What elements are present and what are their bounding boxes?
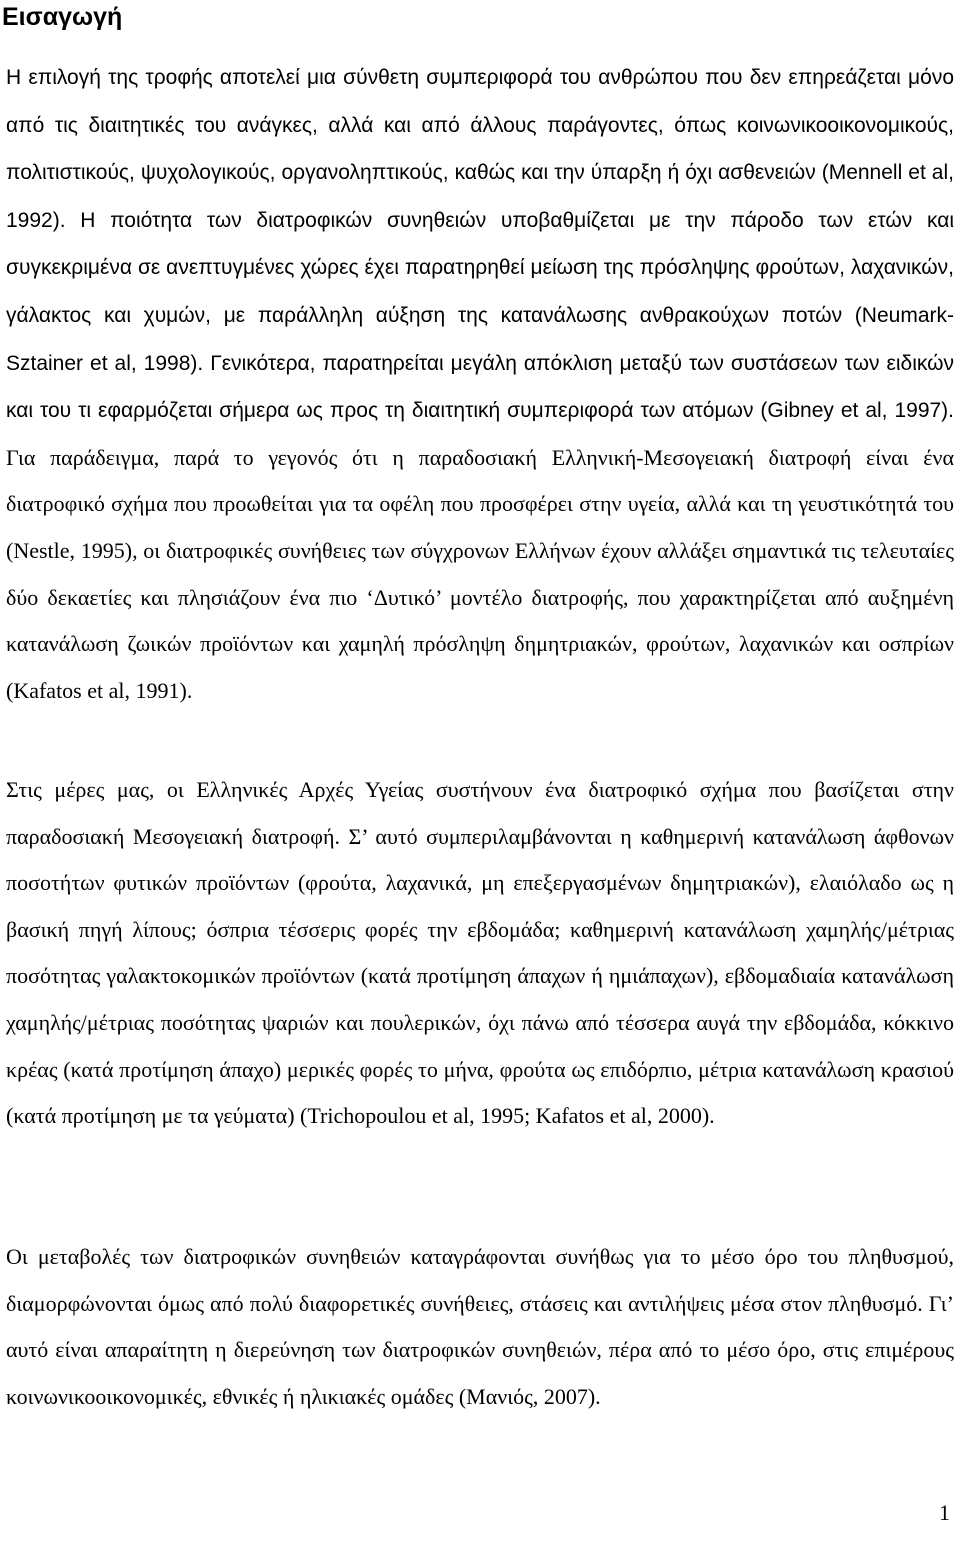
page-number: 1 (939, 1500, 950, 1525)
paragraph-1 (6, 54, 954, 714)
section-heading: Εισαγωγή (2, 3, 123, 31)
paragraph-1-part-serif: Για παράδειγμα, παρά το γεγονός ότι η παραδοσιακή Ελληνική-Μεσογειακή διατροφή είναι ένα διατροφικό σχήμα που προωθείται για τα οφέλη που προσφέρει στην υγεία, αλλά και τη γευστικότητά του (Nestle, 1995), οι διατροφικές συνήθειες των σύγχρονων Ελλήνων έχουν αλλάξει σημαντικά τις τελευταίες δύο δεκαετίες και πλησιάζουν ένα πιο ‘Δυτικό’ μοντέλο διατροφής, που χαρακτηρίζεται από αυξημένη κατανάλωση ζωικών προϊόντων και χαμηλή πρόσληψη δημητριακών, φρούτων, λαχανικών και οσπρίων (Kafatos et al, 1991). (6, 444, 954, 703)
paragraph-1-part-sans: Η επιλογή της τροφής αποτελεί μια σύνθετη συμπεριφορά του ανθρώπου που δεν επηρεάζεται μόνο από τις διαιτητικές του ανάγκες, αλλά και από άλλους παράγοντες, όπως κοινωνικοοικονομικούς, πολιτιστικούς, ψυχολογικούς, οργανοληπτικούς, καθώς και την ύπαρξη ή όχι ασθενειών (Mennell et al, 1992). Η ποιότητα των διατροφικών συνηθειών υποβαθμίζεται με την πάροδο των ετών και συγκεκριμένα σε ανεπτυγμένες χώρες έχει παρατηρηθεί μείωση της πρόσληψης φρούτων, λαχανικών, γάλακτος και χυμών, με παράλληλη αύξηση της κατανάλωσης ανθρακούχων ποτών (Neumark-Sztainer et al, 1998). Γενικότερα, παρατηρείται μεγάλη απόκλιση μεταξύ των συστάσεων των ειδικών και του τι εφαρμόζεται σήμερα ως προς τη διαιτητική συμπεριφορά των ατόμων (Gibney et al, 1997). (6, 66, 954, 423)
paragraph-2: Στις μέρες μας, οι Ελληνικές Αρχές Υγείας συστήνουν ένα διατροφικό σχήμα που βασίζεται στην παραδοσιακή Μεσογειακή διατροφή. Σ’ αυτό συμπεριλαμβάνονται η καθημερινή κατανάλωση άφθονων ποσοτήτων φυτικών προϊόντων (φρούτα, λαχανικά, μη επεξεργασμένων δημητριακών), ελαιόλαδο ως η βασική πηγή λίπους; όσπρια τέσσερις φορές την εβδομάδα; καθημερινή κατανάλωση χαμηλής/μέτριας ποσότητας γαλακτοκομικών προϊόντων (κατά προτίμηση άπαχων ή ημιάπαχων), εβδομαδιαία κατανάλωση χαμηλής/μέτριας ποσότητας ψαριών και πουλερικών, όχι πάνω από τέσσερα αυγά την εβδομάδα, κόκκινο κρέας (κατά προτίμηση άπαχο) μερικές φορές το μήνα, φρούτα ως επιδόρπιο, μέτρια κατανάλωση κρασιού (κατά προτίμηση με τα γεύματα) (Trichopoulou et al, 1995; Kafatos et al, 2000). (6, 777, 954, 1129)
paragraph-3: Οι μεταβολές των διατροφικών συνηθειών καταγράφονται συνήθως για το μέσο όρο του πληθυσμού, διαμορφώνονται όμως από πολύ διαφορετικές συνήθειες, στάσεις και αντιλήψεις μέσα στον πληθυσμό. Γι’ αυτό είναι απαραίτητη η διερεύνηση των διατροφικών συνηθειών, πέρα από το μέσο όρο, στις επιμέρους κοινωνικοοικονομικές, εθνικές ή ηλικιακές ομάδες (Μανιός, 2007). (6, 1244, 954, 1409)
